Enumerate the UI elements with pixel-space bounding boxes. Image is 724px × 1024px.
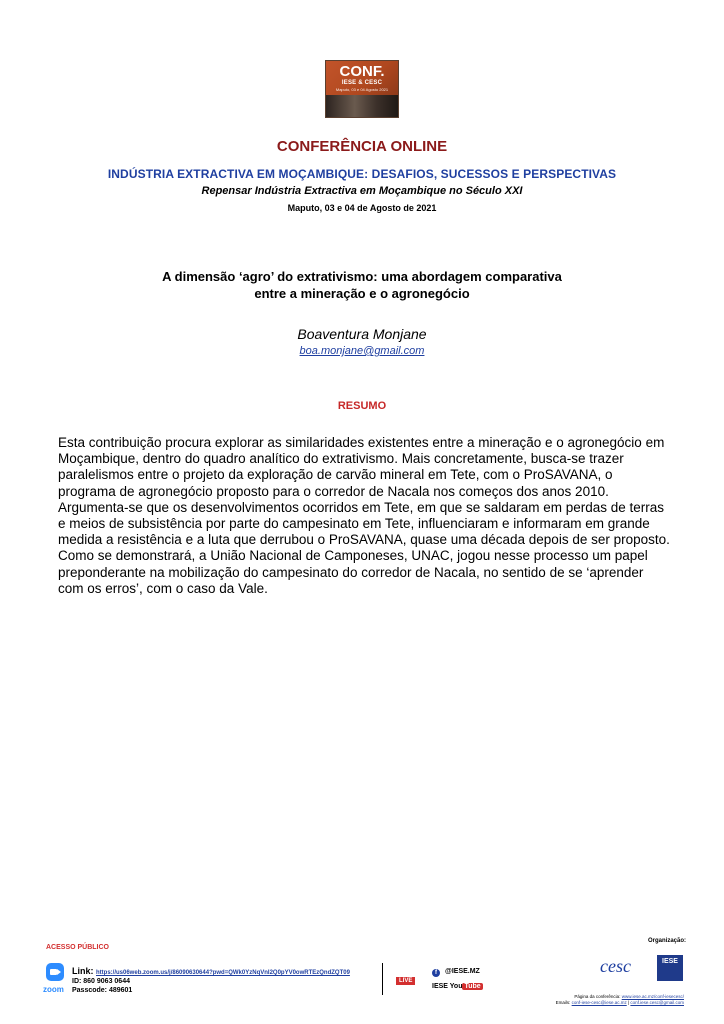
cesc-logo-text: cesc xyxy=(600,956,631,976)
conference-title: CONFERÊNCIA ONLINE xyxy=(276,138,448,155)
zoom-link-line xyxy=(72,966,350,976)
zoom-icon xyxy=(46,963,64,981)
conference-theme: INDÚSTRIA EXTRACTIVA EM MOÇAMBIQUE: DESAFIOS, SUCESSOS E PERSPECTIVAS xyxy=(107,167,617,181)
public-access-label: ACESSO PÚBLICO xyxy=(46,944,110,951)
iese-logo xyxy=(657,955,683,981)
author-email-link[interactable]: boa.monjane@gmail.com xyxy=(299,345,425,357)
zoom-link-label: Link: xyxy=(72,966,94,976)
facebook-handle[interactable]: @IESE.MZ xyxy=(445,968,480,975)
facebook-icon: f xyxy=(432,969,440,977)
abstract-heading: RESUMO xyxy=(337,400,387,412)
youtube-channel[interactable] xyxy=(432,983,483,990)
paper-title-line-1: A dimensão ‘agro’ do extrativismo: uma abordagem comparativa xyxy=(162,269,562,284)
author-name: Boaventura Monjane xyxy=(297,326,427,342)
organizers-label: Organização: xyxy=(648,938,687,944)
youtube-prefix: IESE You xyxy=(432,983,463,990)
contact-email-2[interactable]: conf.iese.cesc@gmail.com xyxy=(630,1000,684,1005)
cesc-logo xyxy=(600,956,644,980)
paper-title-line-2: entre a mineração e o agronegócio xyxy=(254,286,470,301)
logo-date: Maputo, 03 e 04 Agosto 2021 xyxy=(335,87,389,92)
logo-banner xyxy=(326,61,398,95)
abstract-text: Esta contribuição procura explorar as similaridades existentes entre a mineração e o agronegócio em Moçambique, dentro do quadro analítico do extrativismo. Mais concretamente, busca-se trazer paralelismos entre o projeto da exploração de carvão mineral em Tete, com o ProSAVANA, o programa de agronegócio proposto para o corredor de Nacala nos começos dos anos 2010. Argumenta-se que os desenvolvimentos ocorridos em Tete, em que se saldaram em perdas de terras e meios de subsistência por parte do campesinato em Tete, influenciaram e informaram em grande medida a resistência e a luta que derrubou o ProSAVANA, quase uma década depois de ser proposto. Como se demonstrará, a União Nacional de Camponeses, UNAC, jogou nesse processo um papel preponderante na mobilização do campesinato do corredor de Nacala, no sentido de se ‘aprender com os erros’, com o caso da Vale. xyxy=(58,435,670,596)
contact-emails-line: Emails: conf-iese-cesc@iese.ac.mz | conf.iese.cesc@gmail.com xyxy=(555,1000,684,1005)
conference-page-link[interactable]: www.iese.ac.mz/conf-iesecesc/ xyxy=(621,994,684,999)
zoom-link[interactable]: https://us06web.zoom.us/j/86090630644?pwd=QWk0YzNqVnI2Q0pYV0owRTEzQndZQT09 xyxy=(96,970,350,976)
zoom-meeting-id: ID: 860 9063 0644 xyxy=(72,978,130,985)
iese-logo-text: IESE xyxy=(662,958,678,965)
conference-page-line xyxy=(520,994,684,999)
logo-photo xyxy=(326,95,398,118)
contact-email-1[interactable]: conf-iese-cesc@iese.ac.mz xyxy=(571,1000,627,1005)
live-badge: LIVE xyxy=(396,977,415,985)
logo-subtitle: IESE & CESC xyxy=(341,80,383,86)
emails-label: Emails: xyxy=(555,1000,571,1005)
youtube-icon: Tube xyxy=(464,983,481,990)
conference-date: Maputo, 03 e 04 de Agosto de 2021 xyxy=(287,203,437,213)
conference-subtheme: Repensar Indústria Extractiva em Moçambique no Século XXI xyxy=(201,185,523,197)
paper-title xyxy=(0,268,724,302)
zoom-passcode: Passcode: 489601 xyxy=(72,987,133,994)
zoom-wordmark: zoom xyxy=(43,985,64,994)
conference-logo xyxy=(325,60,399,118)
logo-title: CONF. xyxy=(339,63,385,80)
conference-page-label: Página da conferência: xyxy=(574,994,621,999)
footer-divider xyxy=(382,963,383,995)
